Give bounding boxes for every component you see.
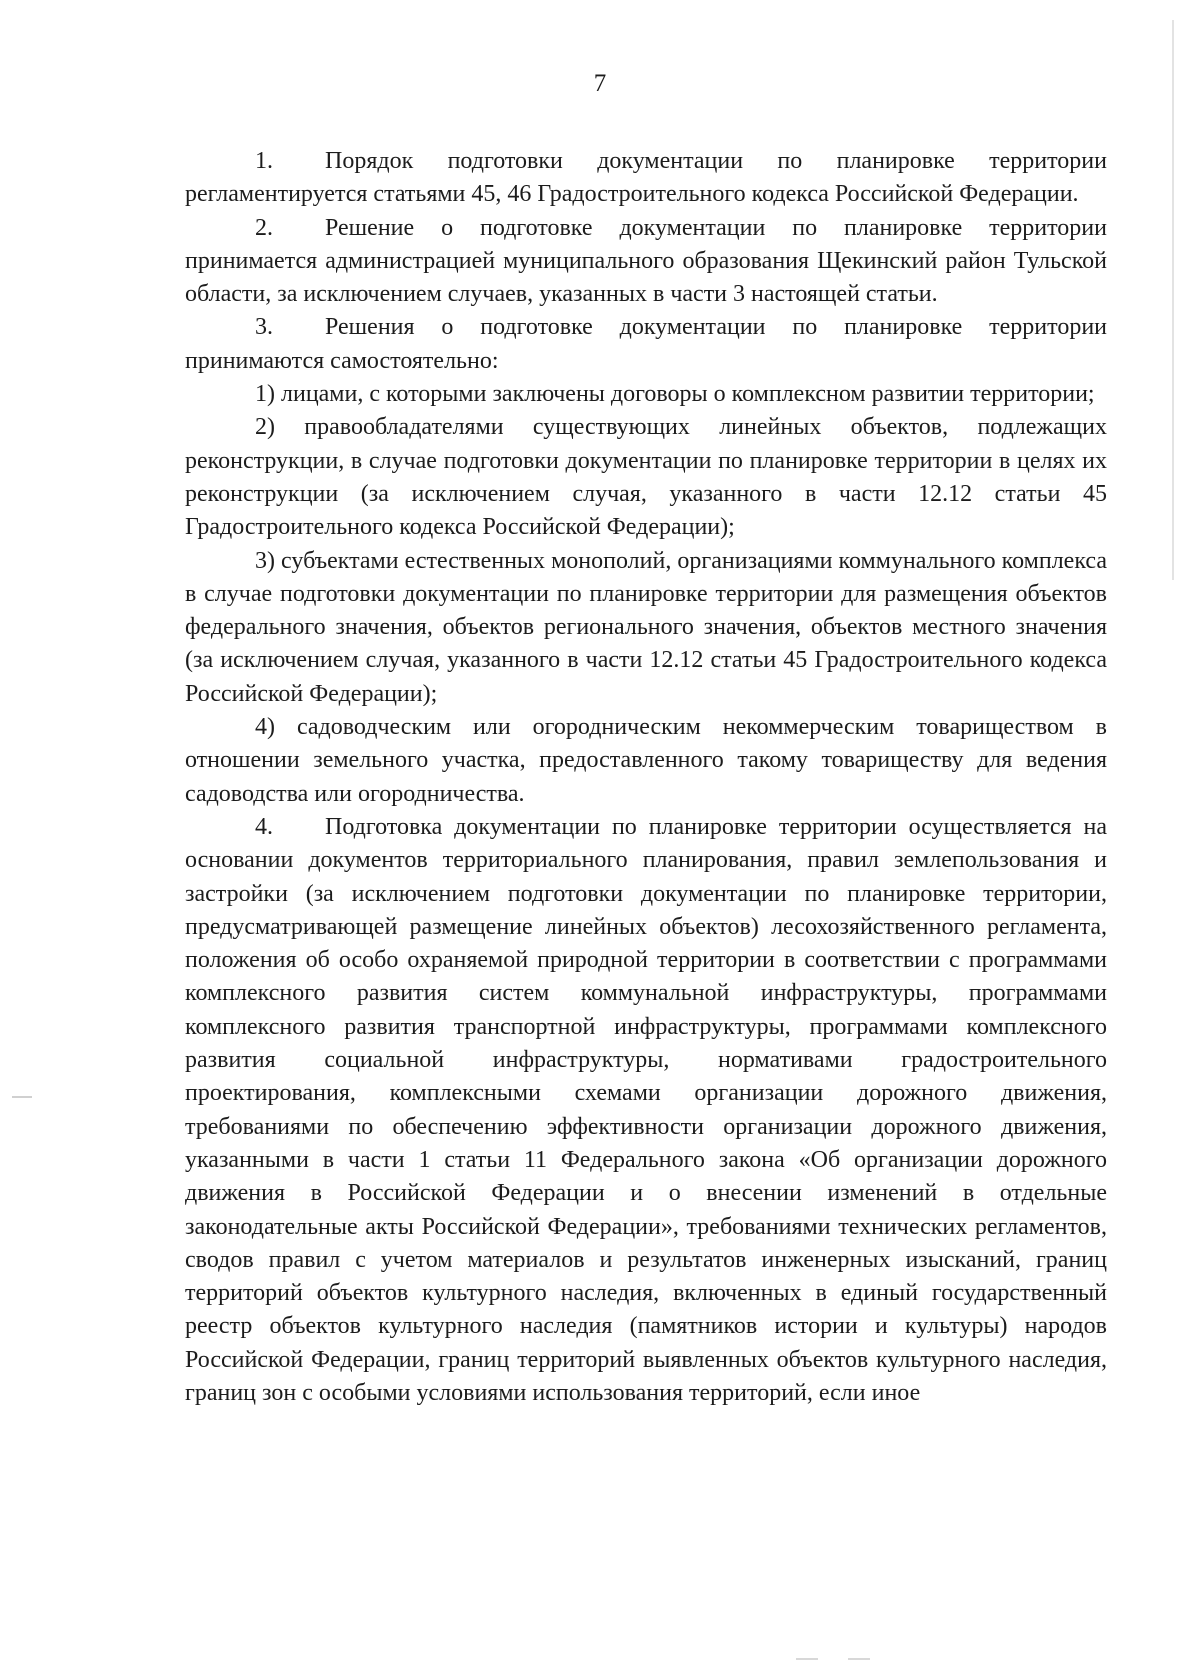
paragraph-text: Порядок подготовки документации по планировке территории регламентируется статьями 45, 46 Градостроительного кодекса Российской Федерации. [185,148,1107,208]
paragraph-text: Подготовка документации по планировке территории осуществляется на основании документов территориального планирования, правил землепользования и застройки (за исключением подготовки документации по планировке территории, предусматривающей размещение линейных объектов) лесохозяйственного регламента, положения об особо охраняемой природной территории в соответствии с программами комплексного развития систем коммунальной инфраструктуры, программами комплексного развития транспортной инфраструктуры, программами комплексного развития социальной инфраструктуры, нормативами градостроительного проектирования, комплексными схемами организации дорожного движения, требованиями по обеспечению эффективности организации дорожного движения, указанными в части 1 статьи 11 Федерального закона «Об организации дорожного движения в Российской Федерации и о внесении изменений в отдельные законодательные акты Российской Федерации», требованиями технических регламентов, сводов правил с учетом материалов и результатов инженерных изысканий, границ территорий объектов культурного наследия, включенных в единый государственный реестр объектов культурного наследия (памятников истории и культуры) народов Российской Федерации, границ территорий выявленных объектов культурного наследия, границ зон с особыми условиями использования территорий, если иное [185,813,1107,1406]
list-item-2 [185,411,1107,544]
page-number: 7 [593,70,607,97]
paragraph-number: 2. [255,214,273,241]
list-item-text: 2) правообладателями существующих линейных объектов, подлежащих реконструкции, в случае подготовки документации по планировке территории в целях их реконструкции (за исключением случая, указанного в части 12.12 статьи 45 Градостроительного кодекса Российской Федерации); [185,414,1107,541]
scan-edge-line [1172,20,1174,580]
paragraph-1 [185,145,1107,212]
paragraph-2 [185,212,1107,312]
paragraph-text: Решения о подготовке документации по планировке территории принимаются самостоятельно: [185,314,1107,374]
list-item-text: 1) лицами, с которыми заключены договоры о комплексном развитии территории; [255,381,1095,408]
list-item-3 [185,545,1107,711]
list-item-text: 4) садоводческим или огородническим некоммерческим товариществом в отношении земельного участка, предоставленного такому товариществу для ведения садоводства или огородничества. [185,714,1107,807]
paragraph-number: 3. [255,314,273,341]
list-item-4 [185,711,1107,811]
paragraph-text: Решение о подготовке документации по планировке территории принимается администрацией муниципального образования Щекинский район Тульской области, за исключением случаев, указанных в части 3 настоящей статьи. [185,214,1107,308]
list-item-text: 3) субъектами естественных монополий, организациями коммунального комплекса в случае подготовки документации по планировке территории для размещения объектов федерального значения, объектов регионального значения, объектов местного значения (за исключением случая, указанного в части 12.12 статьи 45 Градостроительного кодекса Российской Федерации); [185,547,1107,707]
paragraph-number: 4. [255,813,273,840]
list-item-1 [185,378,1107,411]
paragraph-3 [185,311,1107,378]
paragraph-4 [185,811,1107,1410]
paragraph-number: 1. [255,148,273,174]
scan-mark [796,1658,818,1660]
scan-mark [848,1658,870,1660]
scan-mark [12,1096,32,1098]
document-body [185,145,1107,1410]
